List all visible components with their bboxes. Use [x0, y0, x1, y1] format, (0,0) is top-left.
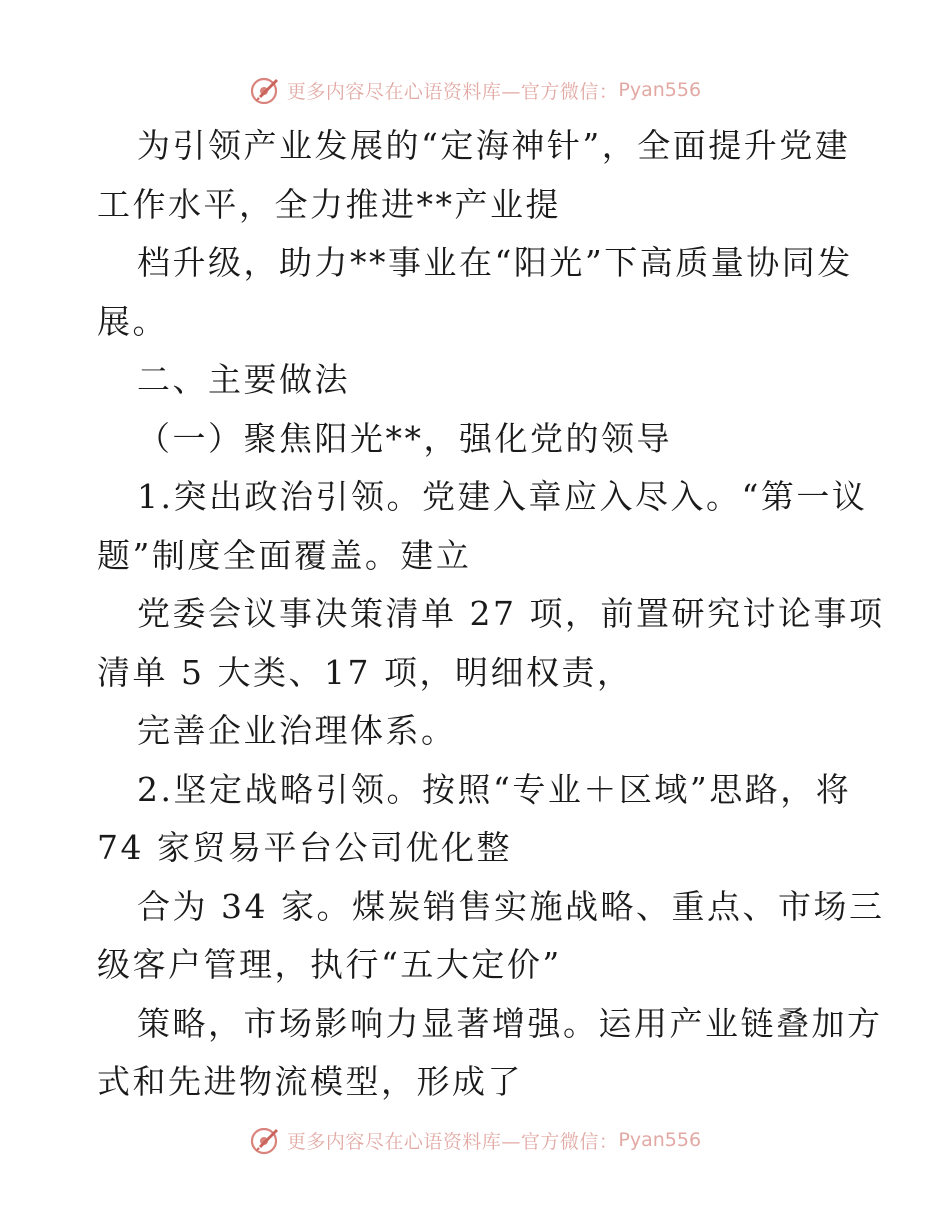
text-line: 策略，市场影响力显著增强。运用产业链叠加方 — [137, 1003, 883, 1043]
text-line: 完善企业治理体系。 — [137, 711, 457, 750]
text-line: 清单 5 大类、17 项，明细权责， — [97, 652, 633, 692]
text-line: 二、主要做法 — [137, 360, 350, 399]
watermark-text: 更多内容尽在心语资料库—官方微信： — [286, 1130, 619, 1153]
watermark-footer — [0, 1120, 950, 1160]
text-line: 级客户管理，执行“五大定价” — [97, 945, 562, 984]
text-line: 合为 34 家。煤炭销售实施战略、重点、市场三 — [137, 886, 885, 926]
watermark-text: 更多内容尽在心语资料库—官方微信： — [286, 80, 619, 103]
watermark-wechat-id: Pyan556 — [618, 79, 702, 101]
text-line: 为引领产业发展的“定海神针”，全面提升党建 — [137, 126, 851, 165]
text-line: （一）聚焦阳光**，强化党的领导 — [137, 418, 672, 458]
document-body — [97, 117, 885, 1112]
text-line: 式和先进物流模型，形成了 — [97, 1062, 523, 1101]
text-line: 党委会议事决策清单 27 项，前置研究讨论事项 — [137, 594, 885, 633]
text-line: 74 家贸易平台公司优化整 — [97, 828, 512, 867]
text-line: 1.突出政治引领。党建入章应入尽入。“第一议 — [137, 477, 868, 516]
pen-logo-icon — [249, 1124, 281, 1156]
pen-logo-icon — [249, 74, 281, 106]
text-line: 展。 — [97, 301, 168, 341]
text-line: 工作水平，全力推进**产业提 — [97, 184, 561, 224]
text-line: 题”制度全面覆盖。建立 — [97, 535, 472, 575]
watermark-wechat-id: Pyan556 — [618, 1129, 702, 1151]
text-line: 2.坚定战略引领。按照“专业＋区域”思路，将 — [137, 769, 852, 809]
text-line: 档升级，助力**事业在“阳光”下高质量协同发 — [137, 243, 853, 282]
watermark-header — [0, 70, 950, 110]
